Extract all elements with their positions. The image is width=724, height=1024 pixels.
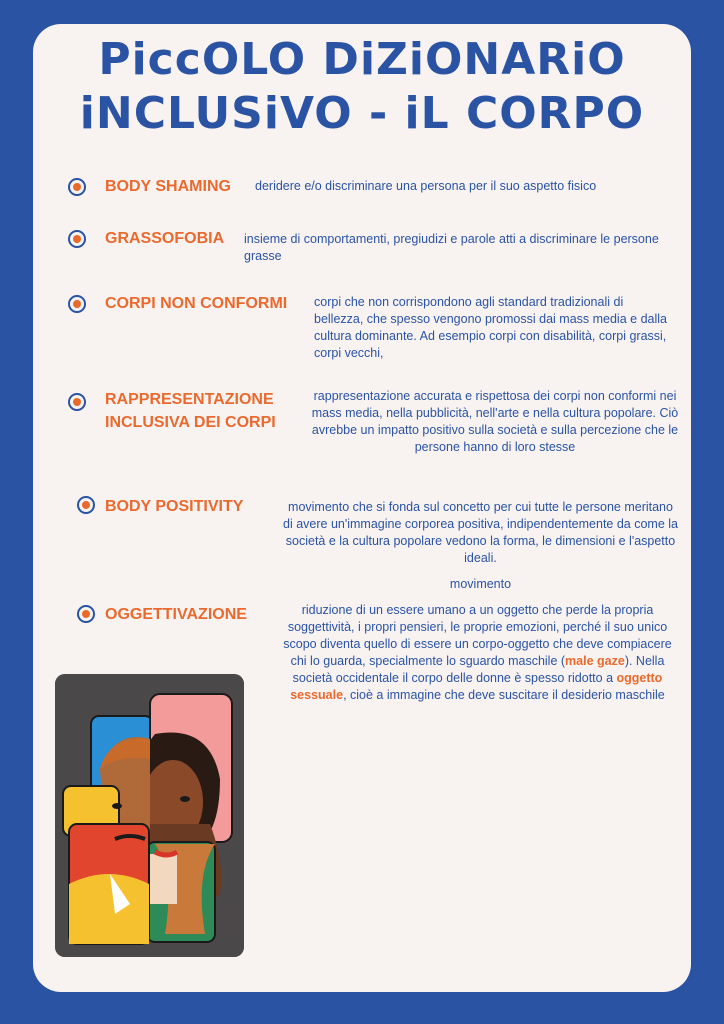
- definition-part: riduzione di un essere umano a un oggetto che perde la propria soggettività, i propri pensieri, le proprie emozioni, perché il suo unico scopo diventa quello di essere un corpo-oggetto che deve compiacere chi lo guarda, specialmente lo sguardo maschile (: [283, 603, 672, 668]
- page-title-line2: iNCLUSiVO - iL CORPO: [79, 88, 645, 139]
- term-body-shaming: BODY SHAMING: [105, 178, 231, 195]
- term-rappresentazione-line1: RAPPRESENTAZIONE: [105, 391, 274, 408]
- illustration: [55, 674, 244, 957]
- highlight-male-gaze: male gaze: [565, 654, 625, 668]
- definition-corpi-non-conformi: corpi che non corrispondono agli standard tradizionali di bellezza, che spesso vengono promossi dai mass media e dalla cultura dominante. Ad esempio corpi con disabilità, corpi grassi, corpi vecchi,: [314, 295, 667, 360]
- bullet-icon: [77, 496, 95, 514]
- term-oggettivazione: OGGETTIVAZIONE: [105, 606, 247, 623]
- definition-oggettivazione: [275, 602, 680, 704]
- definition-part: ). Nella società occidentale il corpo delle donne è spesso ridotto a: [292, 654, 665, 685]
- bullet-icon: [68, 230, 86, 248]
- term-body-positivity: BODY POSITIVITY: [105, 498, 244, 515]
- bullet-icon: [68, 178, 86, 196]
- definition-body-positivity: movimento che si fonda sul concetto per cui tutte le persone meritano di avere un'immagine corporea positiva, indipendentemente da come la società e la cultura popolare vedono la forma, le dimensioni e l'aspetto ideali.: [283, 500, 678, 565]
- definition-grassofobia: insieme di comportamenti, pregiudizi e parole atti a discriminare le persone grasse: [244, 232, 659, 263]
- faces-illustration-icon: [55, 674, 244, 957]
- definition-part: , cioè a immagine che deve suscitare il desiderio maschile: [343, 688, 665, 702]
- highlight-oggetto-sessuale: oggetto sessuale: [290, 671, 663, 702]
- page-title-line1: PiccOLO DiZiONARiO: [98, 34, 626, 85]
- bullet-icon: [77, 605, 95, 623]
- definition-body-shaming: deridere e/o discriminare una persona per il suo aspetto fisico: [255, 179, 597, 193]
- bullet-icon: [68, 393, 86, 411]
- term-grassofobia: GRASSOFOBIA: [105, 230, 225, 247]
- term-rappresentazione-line2: INCLUSIVA DEI CORPI: [105, 414, 276, 431]
- term-corpi-non-conformi: CORPI NON CONFORMI: [105, 295, 288, 312]
- definition-extra: movimento: [449, 577, 512, 591]
- bullet-icon: [68, 295, 86, 313]
- definition-rappresentazione: rappresentazione accurata e rispettosa dei corpi non conformi nei mass media, nella pubblicità, nell'arte e nella cultura popolare. Ciò avrebbe un impatto positivo sulla società e sulla percezione che le persone hanno di loro stesse: [311, 389, 679, 454]
